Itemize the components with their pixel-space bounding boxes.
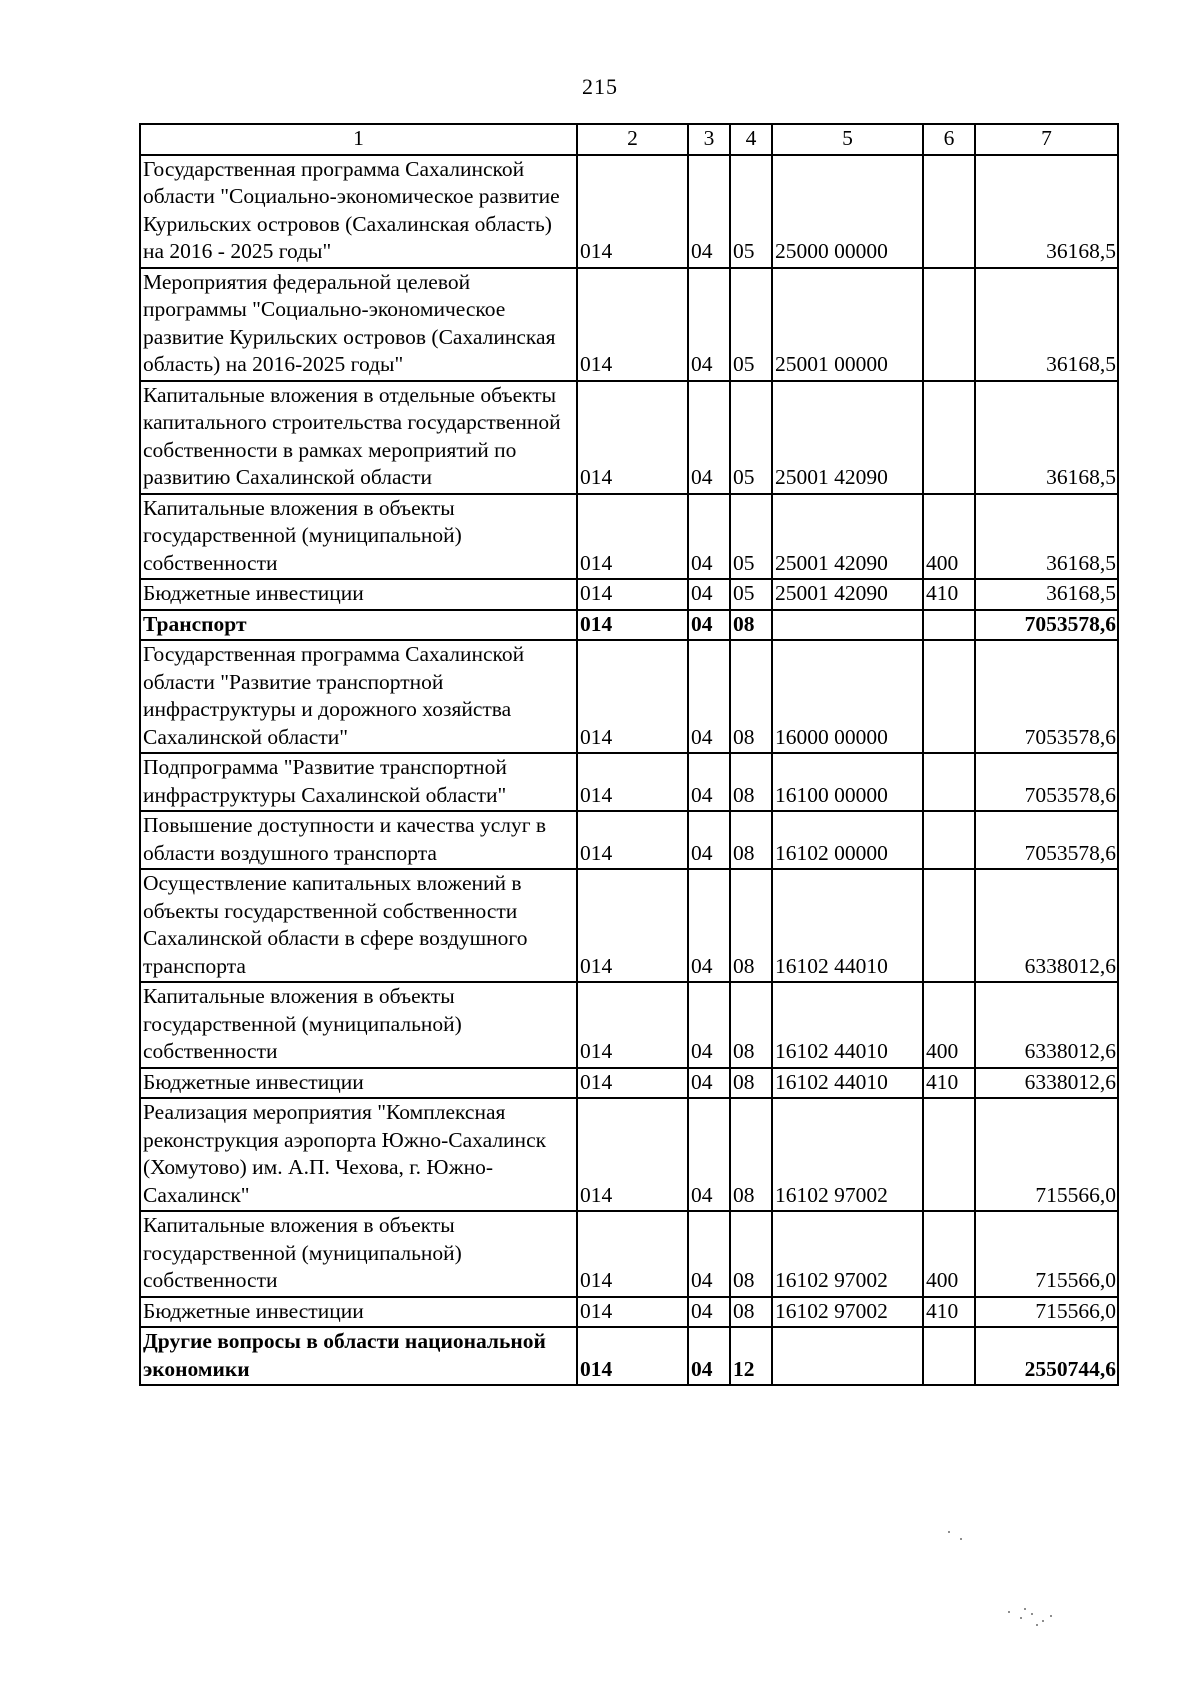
table-header-row [140,124,1118,155]
cell-name: Бюджетные инвестиции [140,1297,577,1328]
cell-name: Подпрограмма "Развитие транспортной инфраструктуры Сахалинской области" [140,753,577,811]
table-row [140,1211,1118,1297]
cell-name: Капитальные вложения в объекты государственной (муниципальной) собственности [140,1211,577,1297]
table-row [140,1297,1118,1328]
cell-ministry: 014 [577,1327,688,1385]
cell-ministry: 014 [577,1211,688,1297]
cell-subsection: 05 [730,155,772,268]
cell-subsection: 08 [730,1068,772,1099]
cell-expense-type [923,610,975,641]
cell-name: Капитальные вложения в отдельные объекты капитального строительства государственной собственности в рамках мероприятий по развитию Сахалинской области [140,381,577,494]
cell-name: Бюджетные инвестиции [140,1068,577,1099]
cell-amount: 7053578,6 [975,610,1118,641]
table-row [140,494,1118,580]
scan-speck [1024,1608,1026,1610]
cell-subsection: 08 [730,869,772,982]
cell-name: Транспорт [140,610,577,641]
cell-target-code: 16102 44010 [772,869,923,982]
cell-name: Капитальные вложения в объекты государственной (муниципальной) собственности [140,494,577,580]
budget-table [139,123,1119,1386]
cell-expense-type [923,381,975,494]
cell-subsection: 05 [730,494,772,580]
cell-name: Мероприятия федеральной целевой программы "Социально-экономическое развитие Курильских островов (Сахалинская область) на 2016-2025 годы" [140,268,577,381]
cell-target-code: 16000 00000 [772,640,923,753]
cell-target-code: 16102 97002 [772,1297,923,1328]
cell-target-code: 16102 97002 [772,1098,923,1211]
cell-name: Другие вопросы в области национальной экономики [140,1327,577,1385]
scan-speck [1008,1611,1010,1613]
cell-expense-type [923,640,975,753]
cell-expense-type [923,869,975,982]
table-row [140,640,1118,753]
cell-name: Государственная программа Сахалинской области "Социально-экономическое развитие Курильских островов (Сахалинская область) на 2016 - 2025 годы" [140,155,577,268]
cell-ministry: 014 [577,640,688,753]
cell-subsection: 12 [730,1327,772,1385]
table-row [140,753,1118,811]
cell-target-code: 25001 42090 [772,579,923,610]
cell-name: Повышение доступности и качества услуг в области воздушного транспорта [140,811,577,869]
cell-subsection: 05 [730,579,772,610]
cell-amount: 36168,5 [975,381,1118,494]
table-row [140,869,1118,982]
cell-target-code: 25000 00000 [772,155,923,268]
cell-expense-type: 410 [923,1297,975,1328]
cell-expense-type [923,268,975,381]
scan-speck [1020,1617,1022,1619]
cell-subsection: 08 [730,1211,772,1297]
table-row [140,268,1118,381]
cell-expense-type: 400 [923,982,975,1068]
cell-amount: 7053578,6 [975,640,1118,753]
cell-subsection: 08 [730,982,772,1068]
table-row [140,1098,1118,1211]
header-col-1: 1 [140,124,577,155]
cell-subsection: 05 [730,268,772,381]
scan-speck [1050,1615,1052,1617]
cell-amount: 6338012,6 [975,982,1118,1068]
scan-speck [1036,1624,1038,1626]
cell-name: Осуществление капитальных вложений в объекты государственной собственности Сахалинской области в сфере воздушного транспорта [140,869,577,982]
cell-ministry: 014 [577,579,688,610]
cell-ministry: 014 [577,869,688,982]
cell-subsection: 08 [730,753,772,811]
cell-target-code: 16102 44010 [772,982,923,1068]
cell-expense-type: 400 [923,494,975,580]
header-col-5: 5 [772,124,923,155]
cell-amount: 36168,5 [975,494,1118,580]
cell-target-code: 16102 44010 [772,1068,923,1099]
cell-ministry: 014 [577,1297,688,1328]
header-col-3: 3 [688,124,730,155]
cell-ministry: 014 [577,1098,688,1211]
cell-section: 04 [688,1068,730,1099]
cell-section: 04 [688,1297,730,1328]
scan-speck [948,1531,950,1533]
cell-name: Капитальные вложения в объекты государственной (муниципальной) собственности [140,982,577,1068]
cell-ministry: 014 [577,494,688,580]
cell-amount: 36168,5 [975,155,1118,268]
cell-expense-type [923,753,975,811]
cell-name: Государственная программа Сахалинской области "Развитие транспортной инфраструктуры и дорожного хозяйства Сахалинской области" [140,640,577,753]
cell-section: 04 [688,811,730,869]
cell-section: 04 [688,753,730,811]
cell-amount: 6338012,6 [975,1068,1118,1099]
cell-subsection: 08 [730,1098,772,1211]
cell-section: 04 [688,869,730,982]
cell-subsection: 08 [730,610,772,641]
table-body [140,155,1118,1386]
cell-section: 04 [688,381,730,494]
cell-amount: 2550744,6 [975,1327,1118,1385]
cell-expense-type: 410 [923,1068,975,1099]
cell-subsection: 08 [730,811,772,869]
cell-ministry: 014 [577,982,688,1068]
cell-target-code: 16102 00000 [772,811,923,869]
cell-section: 04 [688,155,730,268]
cell-section: 04 [688,1098,730,1211]
table-row [140,982,1118,1068]
cell-expense-type [923,155,975,268]
cell-amount: 715566,0 [975,1211,1118,1297]
cell-target-code: 16102 97002 [772,1211,923,1297]
cell-subsection: 08 [730,640,772,753]
cell-target-code: 25001 42090 [772,494,923,580]
page-number: 215 [582,74,618,99]
cell-target-code [772,610,923,641]
header-col-7: 7 [975,124,1118,155]
cell-ministry: 014 [577,811,688,869]
cell-section: 04 [688,494,730,580]
header-col-2: 2 [577,124,688,155]
cell-ministry: 014 [577,268,688,381]
scan-speck [1042,1620,1044,1622]
cell-ministry: 014 [577,381,688,494]
cell-target-code: 16100 00000 [772,753,923,811]
cell-expense-type: 400 [923,1211,975,1297]
cell-amount: 7053578,6 [975,753,1118,811]
cell-ministry: 014 [577,753,688,811]
header-col-4: 4 [730,124,772,155]
cell-name: Реализация мероприятия "Комплексная реконструкция аэропорта Южно-Сахалинск (Хомутово) им. А.П. Чехова, г. Южно-Сахалинск" [140,1098,577,1211]
cell-expense-type [923,1098,975,1211]
cell-target-code: 25001 00000 [772,268,923,381]
cell-subsection: 05 [730,381,772,494]
cell-section: 04 [688,579,730,610]
table-row [140,155,1118,268]
cell-section: 04 [688,268,730,381]
cell-amount: 715566,0 [975,1098,1118,1211]
cell-amount: 36168,5 [975,579,1118,610]
table-row [140,1068,1118,1099]
cell-section: 04 [688,1211,730,1297]
cell-amount: 6338012,6 [975,869,1118,982]
cell-subsection: 08 [730,1297,772,1328]
cell-expense-type [923,1327,975,1385]
table-row [140,1327,1118,1385]
table-row [140,610,1118,641]
table-row [140,579,1118,610]
cell-amount: 36168,5 [975,268,1118,381]
scan-speck [1031,1613,1033,1615]
cell-amount: 715566,0 [975,1297,1118,1328]
cell-section: 04 [688,982,730,1068]
cell-ministry: 014 [577,1068,688,1099]
cell-expense-type: 410 [923,579,975,610]
cell-expense-type [923,811,975,869]
cell-section: 04 [688,1327,730,1385]
table-row [140,381,1118,494]
cell-section: 04 [688,640,730,753]
cell-target-code [772,1327,923,1385]
cell-section: 04 [688,610,730,641]
scan-speck [960,1538,962,1540]
cell-amount: 7053578,6 [975,811,1118,869]
cell-ministry: 014 [577,155,688,268]
cell-ministry: 014 [577,610,688,641]
cell-name: Бюджетные инвестиции [140,579,577,610]
header-col-6: 6 [923,124,975,155]
table-row [140,811,1118,869]
cell-target-code: 25001 42090 [772,381,923,494]
